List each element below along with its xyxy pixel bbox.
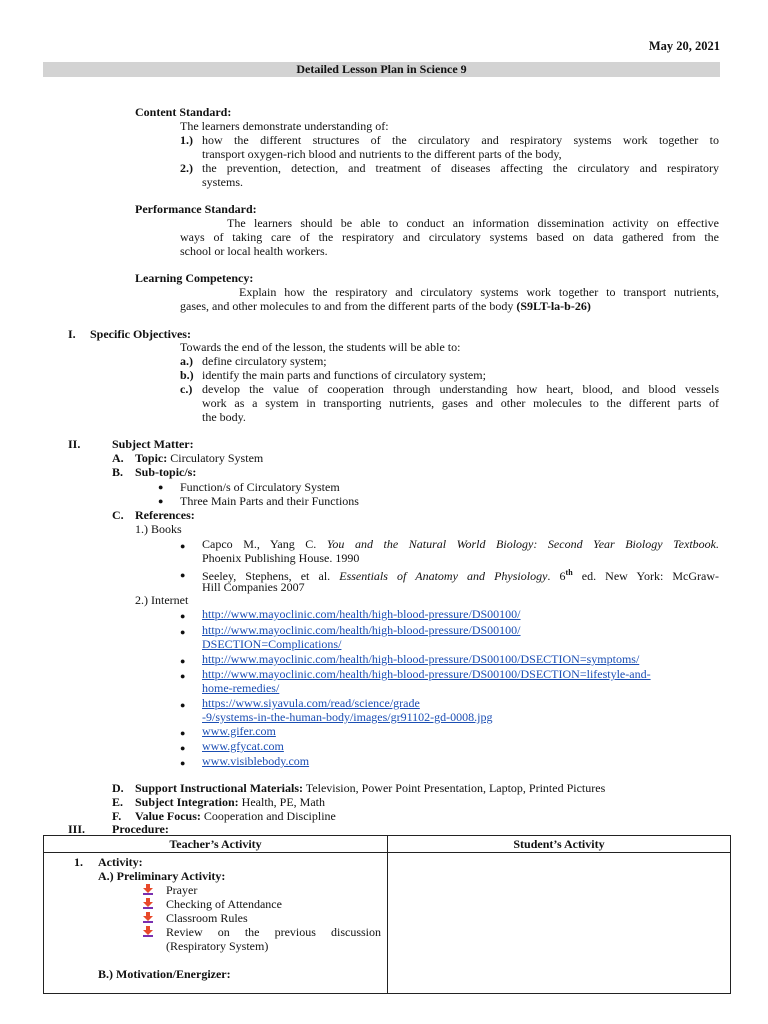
bullet-icon: ● [180, 541, 186, 551]
activity-label: Activity: [98, 855, 143, 869]
reference-link[interactable]: www.gfycat.com [202, 739, 284, 753]
subtopics-label: Sub-topic/s: [135, 465, 197, 479]
objective-c-line2: work as a system in transporting nutrients, gases and other molecules to the different parts of [202, 396, 719, 410]
learning-competency-line2 [180, 299, 591, 313]
procedure-heading: Procedure: [112, 822, 169, 836]
bullet-icon: ● [180, 627, 186, 637]
arrow-bullet-icon [143, 884, 153, 895]
teacher-activity-header: Teacher’s Activity [44, 836, 388, 853]
references-letter: C. [112, 508, 124, 522]
bullet-icon: ● [180, 758, 186, 768]
subject-matter-num: II. [68, 437, 81, 451]
materials-letter: D. [112, 781, 124, 795]
review-line1: Review on the previous discussion [166, 925, 381, 939]
activity-num: 1. [74, 855, 83, 869]
performance-standard-heading: Performance Standard: [135, 202, 257, 216]
value-focus-label: Value Focus: [135, 809, 201, 823]
learning-competency-line1: Explain how the respiratory and circulatory systems work together to transport nutrients, [239, 285, 719, 299]
bullet-icon: ● [158, 496, 164, 506]
books-label: 1.) Books [135, 522, 182, 536]
content-standard-item-1-line1: how the different structures of the circulatory and respiratory systems work together to [202, 133, 719, 147]
content-standard-num-2: 2.) [180, 161, 193, 175]
objectives-heading: Specific Objectives: [90, 327, 191, 341]
topic-line [135, 451, 263, 465]
student-activity-cell [388, 853, 731, 994]
book-1-title: You and the Natural World Biology: Second Year Biology Textbook. [326, 537, 719, 551]
arrow-bullet-icon [143, 898, 153, 909]
arrow-bullet-icon [143, 926, 153, 937]
objective-letter-a: a.) [180, 354, 193, 368]
reference-link[interactable]: www.visiblebody.com [202, 754, 310, 768]
reference-link-cont[interactable]: home-remedies/ [202, 681, 280, 695]
procedure-num: III. [68, 822, 86, 836]
preliminary-item: Prayer [166, 883, 198, 897]
arrow-bullet-icon [143, 912, 153, 923]
reference-link[interactable]: https://www.siyavula.com/read/science/grade [202, 696, 420, 710]
integration-line [135, 795, 325, 809]
bullet-icon: ● [180, 656, 186, 666]
integration-label: Subject Integration: [135, 795, 239, 809]
bullet-icon: ● [180, 570, 186, 580]
book-1-author: Capco M., Yang C. [202, 537, 317, 551]
teacher-activity-cell [44, 853, 388, 994]
reference-link[interactable]: www.gifer.com [202, 724, 276, 738]
topic-label: Topic: [135, 451, 168, 465]
reference-link[interactable]: http://www.mayoclinic.com/health/high-blood-pressure/DS00100/DSECTION=symptoms/ [202, 652, 640, 666]
book-2-edition-sup: th [565, 568, 573, 577]
procedure-table-header [44, 836, 731, 853]
content-standard-num-1: 1.) [180, 133, 193, 147]
materials-label: Support Instructional Materials: [135, 781, 303, 795]
objective-letter-c: c.) [180, 382, 193, 396]
reference-link[interactable]: http://www.mayoclinic.com/health/high-blood-pressure/DS00100/DSECTION=lifestyle-and- [202, 667, 651, 681]
procedure-table-row [44, 853, 731, 994]
learning-competency-heading: Learning Competency: [135, 271, 254, 285]
performance-standard-line2: ways of taking care of the respiratory and circulatory systems based on data gathered from the [180, 230, 719, 244]
reference-link-cont[interactable]: DSECTION=Complications/ [202, 637, 342, 651]
preliminary-item: Checking of Attendance [166, 897, 282, 911]
objective-a: define circulatory system; [202, 354, 327, 368]
book-2-title: Essentials of Anatomy and Physiology [339, 569, 548, 583]
content-standard-item-2-line1: the prevention, detection, and treatment of diseases affecting the circulatory and respiratory [202, 161, 719, 175]
reference-link[interactable]: http://www.mayoclinic.com/health/high-blood-pressure/DS00100/ [202, 623, 521, 637]
motivation-label: B.) Motivation/Energizer: [98, 967, 231, 981]
internet-label: 2.) Internet [135, 593, 189, 607]
book-2-edition: . 6 [547, 569, 566, 583]
bullet-icon: ● [158, 482, 164, 492]
reference-link[interactable]: http://www.mayoclinic.com/health/high-blood-pressure/DS00100/ [202, 607, 521, 621]
competency-code: (S9LT-la-b-26) [516, 299, 591, 313]
performance-standard-line1: The learners should be able to conduct an information dissemination activity on effective [227, 216, 719, 230]
bullet-icon: ● [180, 700, 186, 710]
book-2-author: Seeley, Stephens, et al. [202, 569, 331, 583]
value-focus-value: Cooperation and Discipline [203, 809, 336, 823]
content-standard-item-2-line2: systems. [202, 175, 244, 189]
review-line2: (Respiratory System) [166, 939, 269, 953]
preliminary-activity-label: A.) Preliminary Activity: [98, 869, 226, 883]
bullet-icon: ● [180, 611, 186, 621]
procedure-table [43, 835, 731, 994]
materials-line [135, 781, 605, 795]
value-focus-line [135, 809, 336, 823]
document-title: Detailed Lesson Plan in Science 9 [43, 62, 720, 77]
objective-c-line3: the body. [202, 410, 246, 424]
content-standard-item-1-line2: transport oxygen-rich blood and nutrients to the different parts of the body, [202, 147, 562, 161]
book-1-line1 [202, 537, 719, 551]
document-date: May 20, 2021 [648, 39, 720, 53]
content-standard-heading: Content Standard: [135, 105, 232, 119]
subject-matter-heading: Subject Matter: [112, 437, 194, 451]
integration-letter: E. [112, 795, 124, 809]
book-2-publisher-line2: Hill Companies 2007 [202, 580, 305, 594]
materials-value: Television, Power Point Presentation, Laptop, Printed Pictures [305, 781, 606, 795]
objective-letter-b: b.) [180, 368, 194, 382]
subtopic-item: Three Main Parts and their Functions [180, 494, 359, 508]
preliminary-item: Classroom Rules [166, 911, 248, 925]
subtopics-letter: B. [112, 465, 124, 479]
objective-c-line1: develop the value of cooperation through understanding how heart, blood, and blood vessels [202, 382, 719, 396]
objectives-num: I. [68, 327, 76, 341]
topic-value: Circulatory System [170, 451, 264, 465]
integration-value: Health, PE, Math [241, 795, 325, 809]
value-focus-letter: F. [112, 809, 122, 823]
learning-competency-line2-text: gases, and other molecules to and from the different parts of the body [180, 299, 514, 313]
references-label: References: [135, 508, 195, 522]
performance-standard-line3: school or local health workers. [180, 244, 328, 258]
content-standard-intro: The learners demonstrate understanding of: [180, 119, 389, 133]
bullet-icon: ● [180, 728, 186, 738]
student-activity-header: Student’s Activity [388, 836, 731, 853]
bullet-icon: ● [180, 671, 186, 681]
subtopic-item: Function/s of Circulatory System [180, 480, 340, 494]
objective-b: identify the main parts and functions of circulatory system; [202, 368, 486, 382]
topic-letter: A. [112, 451, 124, 465]
bullet-icon: ● [180, 743, 186, 753]
book-2-publisher: ed. New York: McGraw- [572, 569, 720, 583]
objectives-intro: Towards the end of the lesson, the students will be able to: [180, 340, 461, 354]
book-1-publisher: Phoenix Publishing House. 1990 [202, 551, 360, 565]
reference-link-cont[interactable]: -9/systems-in-the-human-body/images/gr91102-gd-0008.jpg [202, 710, 493, 724]
